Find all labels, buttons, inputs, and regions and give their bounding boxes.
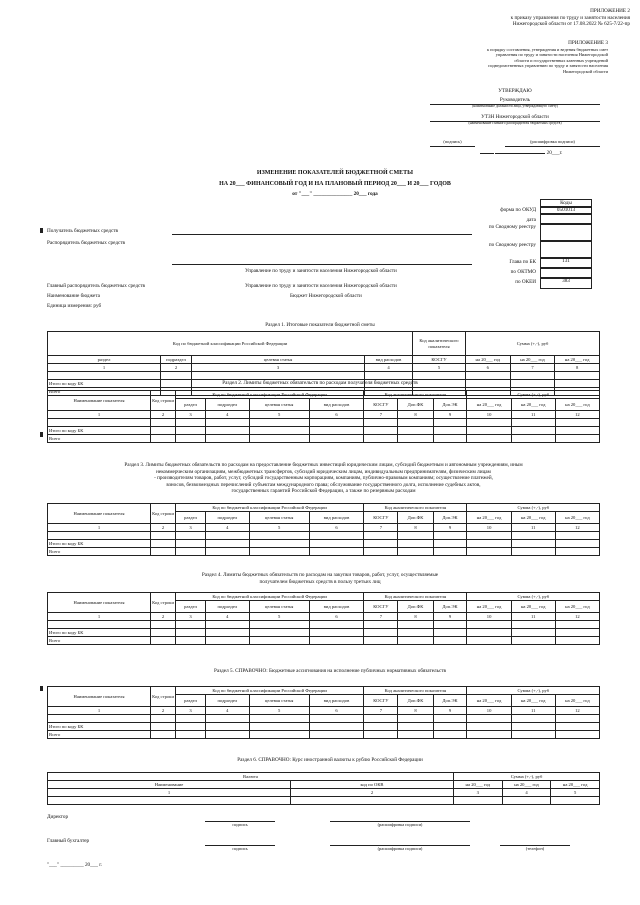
s1-head-sum: Сумма (+,-), руб xyxy=(466,332,600,356)
section3-title xyxy=(47,462,600,495)
s5-num: 7 xyxy=(364,707,398,715)
s5-sub: на 20___ год xyxy=(467,695,511,707)
section6-table xyxy=(47,772,600,805)
s4-num: 5 xyxy=(249,613,309,621)
accountant-label: Главный бухгалтер xyxy=(47,838,90,844)
section5-title: Раздел 5. СПРАВОЧНО: Бюджетные ассигнования на исполнение публичных нормативных обязательств xyxy=(214,668,446,674)
s2-head-analytic: Код аналитического показателя xyxy=(364,391,467,399)
table-row xyxy=(48,731,600,739)
s3-sub: целевая статья xyxy=(249,512,309,524)
table-row xyxy=(48,540,600,548)
s2-sub: КОСГУ xyxy=(364,399,398,411)
approval-role: Руководитель xyxy=(430,97,600,105)
s3-title-line: Раздел 3. Лимиты бюджетных обязательств по расходам на предоставление бюджетных инвестиций юридическим лицам, субсидий бюджетным и автономным учреждениям, иным xyxy=(124,462,523,468)
meta-label: Единица измерения: руб xyxy=(47,303,102,309)
s3-num: 5 xyxy=(249,524,309,532)
s5-sub: раздел xyxy=(176,695,206,707)
s4-sub: Доп.ФК xyxy=(398,601,433,613)
s1-col: на 20___ год xyxy=(466,356,511,364)
s2-sub: вид расходов xyxy=(309,399,364,411)
s5-num: 10 xyxy=(467,707,511,715)
s2-sub: Доп.ФК xyxy=(398,399,433,411)
s3-title-line: государственных гарантий Российской Федерации, а также по резервным расходам xyxy=(231,488,416,494)
s1-num: 4 xyxy=(365,364,413,372)
s4-num: 1 xyxy=(48,613,151,621)
s5-num: 9 xyxy=(433,707,467,715)
s4-sub: раздел xyxy=(176,601,206,613)
meta-label: Получатель бюджетных средств xyxy=(47,228,118,234)
s3-sub: на 20___ год xyxy=(511,512,555,524)
s3-num: 10 xyxy=(467,524,511,532)
s1-total-bk: Итого по коду БК xyxy=(48,380,161,388)
s1-col: подраздел xyxy=(161,356,192,364)
section2-table xyxy=(47,390,600,443)
s3-num: 7 xyxy=(364,524,398,532)
s1-num: 8 xyxy=(555,364,600,372)
s4-sub: на 20___ год xyxy=(511,601,555,613)
s2-total: Всего xyxy=(48,435,151,443)
s2-num: 8 xyxy=(398,411,433,419)
s2-sub: целевая статья xyxy=(249,399,309,411)
table-row xyxy=(48,548,600,556)
scan-mark xyxy=(40,686,43,691)
table-row xyxy=(48,435,600,443)
appendix-inner-line: управления по труду и занятости населения Нижегородской xyxy=(495,52,608,58)
s5-num: 1 xyxy=(48,707,151,715)
s5-sub: целевая статья xyxy=(249,695,309,707)
appendix-inner xyxy=(410,40,608,74)
s4-num: 12 xyxy=(555,613,599,621)
s3-num: 11 xyxy=(511,524,555,532)
s4-sub: КОСГУ xyxy=(364,601,398,613)
meta-value: Управление по труду и занятости населения Нижегородской области xyxy=(245,283,397,289)
s4-num: 2 xyxy=(151,613,176,621)
s3-num: 4 xyxy=(206,524,249,532)
meta-value-line xyxy=(172,263,472,265)
code-label-registry: по Сводному реестру xyxy=(488,224,536,230)
s4-num: 6 xyxy=(309,613,364,621)
director-decode-caption: (расшифровка подписи) xyxy=(377,822,423,827)
s1-num: 3 xyxy=(192,364,365,372)
s2-sub: на 20___ год xyxy=(555,399,599,411)
s6-num: 5 xyxy=(551,789,600,797)
table-row xyxy=(48,637,600,645)
s1-num: 2 xyxy=(161,364,192,372)
s6-col: на 20___ год xyxy=(502,781,551,789)
s3-num: 8 xyxy=(398,524,433,532)
code-label-registry2: по Сводному реестру xyxy=(488,242,536,248)
s4-sub: целевая статья xyxy=(249,601,309,613)
appendix-outer-line: к приказу управления по труду и занятости населения xyxy=(510,14,630,21)
scan-mark xyxy=(40,228,43,233)
s5-num: 12 xyxy=(555,707,599,715)
code-label-okud: форма по ОКУД xyxy=(500,207,536,213)
date-month-line[interactable] xyxy=(495,153,545,154)
s4-num: 9 xyxy=(433,613,467,621)
s6-col: Наименование xyxy=(48,781,291,789)
s5-sub: Доп.ЭК xyxy=(433,695,467,707)
s5-code-col: Код строки xyxy=(151,687,176,707)
meta-value-line[interactable] xyxy=(172,233,472,235)
s3-num: 1 xyxy=(48,524,151,532)
s2-num: 2 xyxy=(151,411,176,419)
table-row xyxy=(48,723,600,731)
table-row xyxy=(48,629,600,637)
code-value-okud: 0501013 xyxy=(540,206,592,215)
s1-col: раздел xyxy=(48,356,161,364)
approval-org: УТЗН Нижегородской области xyxy=(430,114,600,122)
s5-total-bk: Итого по коду БК xyxy=(48,723,151,731)
table-row xyxy=(48,532,600,540)
s6-head-sum: Сумма (+,-), руб xyxy=(454,773,600,781)
approval-role-caption: (наименование должности лица, утверждающего смету) xyxy=(472,104,558,108)
s5-num: 3 xyxy=(176,707,206,715)
accountant-sign-caption: подпись xyxy=(232,846,248,851)
approval-date-suffix: 20___г. xyxy=(546,150,563,156)
s6-num: 3 xyxy=(454,789,503,797)
s3-num: 6 xyxy=(309,524,364,532)
s5-num: 6 xyxy=(309,707,364,715)
s4-num: 3 xyxy=(176,613,206,621)
s3-head-class: Код по бюджетной классификации Российской Федерации xyxy=(176,504,364,512)
appendix-inner-line: области и государственных казенных учреждений xyxy=(514,57,608,63)
table-row xyxy=(48,621,600,629)
s2-sub: подраздел xyxy=(206,399,249,411)
s1-num: 7 xyxy=(510,364,555,372)
s5-sub: Доп.ФК xyxy=(398,695,433,707)
s3-title-line: некоммерческим организациям, межбюджетных трансфертов, субсидий юридическим лицам, индивидуальным предпринимателям, физическим лицам xyxy=(156,468,491,475)
s4-sub: на 20___ год xyxy=(467,601,511,613)
section3-table xyxy=(47,503,600,556)
doc-subtitle: НА 20___ ФИНАНСОВЫЙ ГОД И НА ПЛАНОВЫЙ ПЕРИОД 20___ И 20___ ГОДОВ xyxy=(219,181,451,187)
s6-col: на 20___ год xyxy=(454,781,503,789)
section4-table xyxy=(47,592,600,645)
s1-col: вид расходов xyxy=(365,356,413,364)
s5-sub: на 20___ год xyxy=(511,695,555,707)
s4-head-analytic: Код аналитического показателя xyxy=(364,593,467,601)
section6-title: Раздел 6. СПРАВОЧНО: Курс иностранной валюты к рублю Российской Федерации xyxy=(237,757,423,763)
accountant-phone-caption: (телефон) xyxy=(525,846,545,851)
s5-head-analytic: Код аналитического показателя xyxy=(364,687,467,695)
accountant-decode-caption: (расшифровка подписи) xyxy=(377,846,423,851)
s2-num: 12 xyxy=(555,411,599,419)
s5-name-col: Наименование показателя xyxy=(48,687,151,707)
code-label-okei: по ОКЕИ xyxy=(515,279,536,285)
s6-col: код по ОКВ xyxy=(291,781,454,789)
signature-date: "___" _________ 20___ г. xyxy=(47,862,103,868)
s4-sub: Доп.ЭК xyxy=(433,601,467,613)
director-sign-caption: подпись xyxy=(232,822,248,827)
s3-total: Всего xyxy=(48,548,151,556)
s6-col: на 20___ год xyxy=(551,781,600,789)
s1-col: на 20___ год xyxy=(555,356,600,364)
appendix-inner-line: Нижегородской области xyxy=(562,68,608,74)
s4-head-sum: Сумма (+,-), руб xyxy=(467,593,600,601)
s4-num: 4 xyxy=(206,613,249,621)
s5-num: 11 xyxy=(511,707,555,715)
s1-num: 1 xyxy=(48,364,161,372)
s3-sub: подраздел xyxy=(206,512,249,524)
s5-num: 8 xyxy=(398,707,433,715)
s5-sub: на 20___ год xyxy=(555,695,599,707)
table-row xyxy=(48,372,600,380)
meta-label: Наименование бюджета xyxy=(47,293,100,299)
s5-head-sum: Сумма (+,-), руб xyxy=(467,687,600,695)
s4-sub: вид расходов xyxy=(309,601,364,613)
s3-head-analytic: Код аналитического показателя xyxy=(364,504,467,512)
s3-num: 9 xyxy=(433,524,467,532)
meta-label: Распорядитель бюджетных средств xyxy=(47,240,125,246)
s3-num: 12 xyxy=(555,524,599,532)
meta-value: Управление по труду и занятости населения Нижегородской области xyxy=(245,268,397,274)
code-value-okei: 383 xyxy=(540,277,592,289)
s3-title-line: - производителям товаров, работ, услуг, субсидий государственным корпорациям, компаниям, публично-правовым компаниям; осуществление платежей, xyxy=(154,475,493,481)
s6-num: 4 xyxy=(502,789,551,797)
s4-title-line: получателем бюджетных средств в пользу третьих лиц xyxy=(259,578,381,585)
s2-num: 7 xyxy=(364,411,398,419)
appendix-inner-line: ПРИЛОЖЕНИЕ 3 xyxy=(568,40,608,46)
s2-name-col: Наименование показателя xyxy=(48,391,151,411)
table-row xyxy=(48,419,600,427)
s1-head-class: Код по бюджетной классификации Российской Федерации xyxy=(48,332,413,356)
approval-decode-caption: (расшифровка подписи) xyxy=(530,139,575,144)
s1-col: на 20___ год xyxy=(510,356,555,364)
s5-num: 5 xyxy=(249,707,309,715)
date-day-line[interactable] xyxy=(480,153,494,154)
s3-sub: на 20___ год xyxy=(555,512,599,524)
s3-code-col: Код строки xyxy=(151,504,176,524)
table-row xyxy=(48,715,600,723)
s6-num: 2 xyxy=(291,789,454,797)
s2-sub: Доп.ЭК xyxy=(433,399,467,411)
s2-num: 6 xyxy=(309,411,364,419)
s3-sub: Доп.ФК xyxy=(398,512,433,524)
s2-code-col: Код строки xyxy=(151,391,176,411)
s3-sub: вид расходов xyxy=(309,512,364,524)
s5-head-class: Код по бюджетной классификации Российской Федерации xyxy=(176,687,364,695)
appendix-outer xyxy=(430,8,630,28)
meta-label: Главный распорядитель бюджетных средств xyxy=(47,283,145,289)
s2-num: 5 xyxy=(249,411,309,419)
section4-title xyxy=(120,572,520,585)
s4-sub: на 20___ год xyxy=(555,601,599,613)
code-label-glava: Глава по БК xyxy=(509,259,536,265)
s5-num: 4 xyxy=(206,707,249,715)
s5-sub: подраздел xyxy=(206,695,249,707)
s4-name-col: Наименование показателя xyxy=(48,593,151,613)
s2-sub: на 20___ год xyxy=(467,399,511,411)
appendix-inner-line: к порядку составления, утверждения и ведения бюджетных смет xyxy=(486,46,608,52)
s6-num: 1 xyxy=(48,789,291,797)
s5-total: Всего xyxy=(48,731,151,739)
s5-sub: КОСГУ xyxy=(364,695,398,707)
approval-heading: УТВЕРЖДАЮ xyxy=(498,88,532,94)
s2-total-bk: Итого по коду БК xyxy=(48,427,151,435)
s1-col: КОСГУ xyxy=(413,356,466,364)
s1-total: Всего xyxy=(48,388,161,396)
s2-sub: на 20___ год xyxy=(511,399,555,411)
table-row xyxy=(48,797,600,805)
s4-total: Всего xyxy=(48,637,151,645)
s3-title-line: взносов, безвозмездных перечислений субъектам международного права; обслуживание государственного долга, исполнение судебных актов, xyxy=(166,481,481,488)
s3-sub: раздел xyxy=(176,512,206,524)
s2-num: 10 xyxy=(467,411,511,419)
appendix-outer-line: ПРИЛОЖЕНИЕ 2 xyxy=(590,8,630,14)
s2-sub: раздел xyxy=(176,399,206,411)
s3-name-col: Наименование показателя xyxy=(48,504,151,524)
s4-num: 8 xyxy=(398,613,433,621)
s1-head-analytic: Код аналитического показателя xyxy=(413,332,466,356)
codes-header: Коды xyxy=(540,199,592,208)
s4-num: 7 xyxy=(364,613,398,621)
scan-mark xyxy=(40,432,43,437)
appendix-inner-line: подведомственных управлению по труду и занятости населения xyxy=(488,63,608,69)
approval-org-caption: (наименование главного распорядителя бюджетных средств) xyxy=(468,121,562,125)
s1-col: целевая статья xyxy=(192,356,365,364)
s4-total-bk: Итого по коду БК xyxy=(48,629,151,637)
appendix-outer-line: Нижегородской области от 17.08.2022 № 625-7/22-пр xyxy=(512,21,630,27)
s4-title-line: Раздел 4. Лимиты бюджетных обязательств по расходам на закупки товаров, работ, услуг, осуществляемые xyxy=(201,572,439,578)
approval-date xyxy=(480,150,600,157)
s4-head-class: Код по бюджетной классификации Российской Федерации xyxy=(176,593,364,601)
s2-head-sum: Сумма (+,-), руб xyxy=(467,391,600,399)
code-label-date: дата xyxy=(526,217,536,223)
table-row xyxy=(48,427,600,435)
s3-num: 3 xyxy=(176,524,206,532)
section5-table xyxy=(47,686,600,739)
section2-title: Раздел 2. Лимиты бюджетных обязательств по расходам получателя бюджетных средств xyxy=(222,380,418,386)
s6-head-currency: Валюта xyxy=(48,773,454,781)
approval-sign-caption: (подпись) xyxy=(443,139,462,144)
s4-num: 10 xyxy=(467,613,511,621)
s2-num: 4 xyxy=(206,411,249,419)
s4-num: 11 xyxy=(511,613,555,621)
s5-num: 2 xyxy=(151,707,176,715)
s3-sub: КОСГУ xyxy=(364,512,398,524)
section1-title: Раздел 1. Итоговые показатели бюджетной сметы xyxy=(265,322,375,328)
s2-num: 9 xyxy=(433,411,467,419)
s1-num: 6 xyxy=(466,364,511,372)
s2-num: 1 xyxy=(48,411,151,419)
s4-sub: подраздел xyxy=(206,601,249,613)
s5-sub: вид расходов xyxy=(309,695,364,707)
s3-sub: Доп.ЭК xyxy=(433,512,467,524)
doc-title: ИЗМЕНЕНИЕ ПОКАЗАТЕЛЕЙ БЮДЖЕТНОЙ СМЕТЫ xyxy=(256,170,414,176)
s2-num: 11 xyxy=(511,411,555,419)
s4-code-col: Код строки xyxy=(151,593,176,613)
s3-sub: на 20___ год xyxy=(467,512,511,524)
s2-num: 3 xyxy=(176,411,206,419)
code-value-glava: 131 xyxy=(540,257,592,269)
s3-head-sum: Сумма (+,-), руб xyxy=(467,504,600,512)
meta-value: Бюджет Нижегородской области xyxy=(290,293,362,299)
doc-date-line: от "___" _______________ 20___ года xyxy=(292,191,378,197)
s3-num: 2 xyxy=(151,524,176,532)
s3-total-bk: Итого по коду БК xyxy=(48,540,151,548)
director-label: Директор xyxy=(47,814,69,820)
s1-num: 5 xyxy=(413,364,466,372)
s2-head-class: Код по бюджетной классификации Российской Федерации xyxy=(176,391,364,399)
code-label-oktmo: по ОКТМО xyxy=(510,269,536,275)
